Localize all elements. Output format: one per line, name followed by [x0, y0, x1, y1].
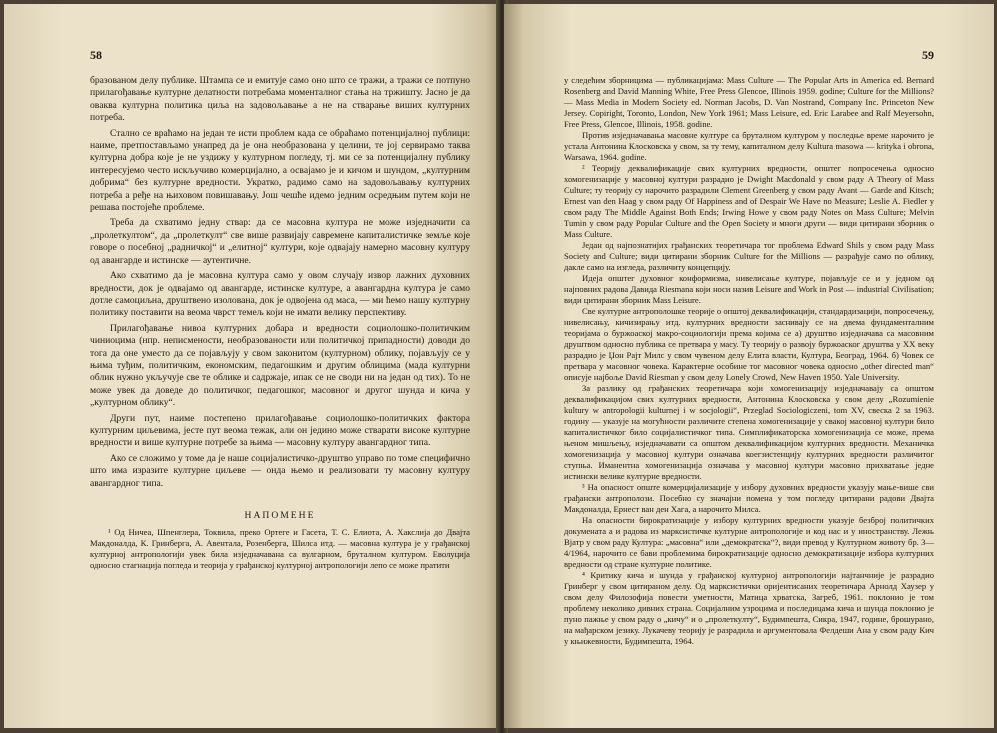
- right-paragraph-4: Један од најпознатијих грађанских теоретичара тог проблема Edward Shils у свом раду Mass Society and Culture; види цитирани зборник Culture for the Millions — разрађује само по облику, дакле само на изгледа, различиту концепцију.: [564, 240, 934, 272]
- right-paragraph-3: ² Теорију деквалификације свих културних вредности, општег попросечења односно хомогенизације у масовној култури разрадио је Dwight Macdonald у свом раду A Theory of Mass Culture; ту теорију су нарочито разрадили Clement Greenberg у свом раду Avant — Garde and Kitsch; Ernest van den Haag у свом раду Of Happiness and of Despair We Have no Measure; Leslie A. Fiedler у свом раду The Middle Against Both Ends; Irwing Howe у свом раду Notes on Mass Culture; Melvin Tumin у свом раду Popular Culture and the Open Society и многи други — види цитирани зборник о Mass Culture.: [564, 163, 934, 239]
- right-paragraph-1: у следећим зборницима — публикацијама: Mass Culture — The Popular Arts in America ed. Bernard Rosenberg and David Manning White, Free Press Glencoe, Illinois 1959. godine; Culture for the Millions? — Mass Media in Modern Society ed. Norman Jacobs, D. Van Nostrand, Company Inc. Princeton New Jersey. Copiright, Toronto, London, New York 1961; Mass Leisure, ed. Eric Larabee and Ralf Meyersohn, Free Press, Glencoe, Illinois, 1958. godine.: [564, 75, 934, 129]
- notes-heading: НАПОМЕНЕ: [244, 510, 316, 521]
- left-page-number: 58: [90, 48, 102, 62]
- right-page: [504, 4, 994, 728]
- right-page-notes: [564, 75, 934, 647]
- left-paragraph-7: Ако се сложимо у томе да је наше социјалистичко-друштво управо по томе специфично што има изразите културне циљеве — онда њемо и реализовати ту масовну културу авангардног типа.: [90, 452, 470, 489]
- right-paragraph-8: ³ На опасност опште комерцијализације у избору духовних вредности указују мање-више сви грађански антрополози. Посебно су значајни помена у том погледу цитирани радови Двајта Макдоналда, Ернест ван ден Хага, а нарочито Милса.: [564, 482, 934, 514]
- left-page-body: [90, 75, 470, 490]
- right-paragraph-6: Све културне антрополошке теорије о општој деквалификацији, стандардизацији, попросечењу, нивелисању, кичизирању итд. културних вредности заснивају се на двема фундаменталним теоријама о буржоаској макро-социологији према којима се а) друштво изједначава са масовним друштвом односно публика се претвара у масу. Ту теорију о развоју буржоаског друштва у XX веку разрадио је Џон Рајт Милс у свом чувеном делу Елита власти, Култура, Београд, 1964. б) Човек се претвара у масовног човека. Карактерне особине тог масовног човека односно „other directed man“ описује најбоље David Riesman у свом делу Lonely Crowd, New Haven 1950. Yale University.: [564, 306, 934, 382]
- left-paragraph-5: Прилагођавање нивоа културних добара и вредности социолошко-политичким чиниоцима (нпр. неписмености, необразованости или политичкој припадности) доводи до тога да оне уместо да се појављују у свом законитом (културном) облику, појављују се у њима туђим, политичким, економским, педагошким и другим облицима (мада културни облик нужно укључује све те облике и садржаје, ипак се не своди ни на један од тих). То не може увек да доведе до политичког, педагошког, масовног и другог шунда и кича у „културном облику“.: [90, 322, 470, 409]
- left-paragraph-6: Други пут, наиме постепено прилагођавање социолошко-политичких фактора културним циљевима, јесте пут веома тежак, али он једино може стварати високе културне вредности и више културне потребе за њима — масовну културу авангардног типа.: [90, 412, 470, 449]
- footnote-1: ¹ Од Ничеа, Шпенглера, Токвила, преко Ортеге и Гасета, Т. С. Елиота, А. Хакслија до Двајта Макдоналда, К. Гринберга, А. Авентала, Розенберга, Шилса итд. — масовна култура је у грађанској културној антропологији увек била изједначавана са вулгарном, бруталном културом. Еволуција односно стагнација погледа и теорија у грађанској културној антропологији лепо се може пратити: [90, 527, 470, 570]
- right-paragraph-10: ⁴ Критику кича и шунда у грађанској културној антропологији најтанчније је разрадио Гринберг у свом цитираном делу. Од марксистички оријентисаних теоретичара Арнолд Хаузер у свом делу Филозофија повести уметности, Матица хрватска, Загреб, 1961. поклонио је том проблему неколико дивних страна. Социјалним узроцима и последицама кича и шунда поклонио је пуно пажње у свом раду о „кичу“ и о „пролеткулту“, Будимпешта, Сикра, 1947, године, брошурано, на мађарском језику. Лукачеву теорију је разрадила и аргументовала Фелдеши Ана у свом раду Кич у књижевности, Будимпешта, 1964.: [564, 570, 934, 646]
- right-paragraph-7: За разлику од грађанских теоретичара који хомогенизацију изједначавају са општом деквалификацијом свих културних вредности, Антонина Клосковска у свом делу „Rozumienie kultury w antropologii kulturnej i w socjologii“, Przeglad Sociologiczeni, tom XV, свеска 2 за 1963. годину — указује на могућности различите степена хомогенизације у свакој масовној култури било капиталистичког било социјалистичког типа. Симплификаторска хомогенизација се може, према њеном мишљењу, изједначавати са општом деквалификацијом културних вредности. Механичка хомогенизација у масовној култури означава коегзистенцију културних вредности различитог ступња. Иманентна хомогенизација означава у масовној култури масовно прихватање једне истински велике културне вредности.: [564, 383, 934, 481]
- left-paragraph-1: бразованом делу публике. Штампа се и емитује само оно што се тражи, а тражи се потпуно прилагођавање културне делатности потребама моменталног стања на тржишту. Јасно је да оваква културна политика циља на задовољавање а не на стварање виших културних потреба.: [90, 75, 470, 124]
- right-paragraph-2: Против изједначавања масовне културе са бруталном културом у последње време нарочито је устала Антонина Клосковска у свом, за ту тему, капиталном делу Kultura masowa — krityka i obrona, Warsawa, 1964. godine.: [564, 130, 934, 162]
- left-paragraph-3: Треба да схватимо једну ствар: да се масовна култура не може изједначити са „пролеткултом“, да „пролеткулт“ све више развијају савремене капиталистичке земље које говоре о посебној „радничкој“ и „елитној“ култури, које одвајају намерно масовну културу од авангарде и истинске — аутентичне.: [90, 217, 470, 266]
- right-paragraph-5: Идеја општег духовног конформизма, нивелисање културе, појављује се и у једном од најповних радова Давида Riesmana који носи назив Leisure and Work in Post — industrial Civilisation; види цитирани зборник Mass Leisure.: [564, 273, 934, 305]
- right-page-number: 59: [922, 48, 934, 62]
- right-paragraph-9: На опасности бирократизације у избору културних вредности указује безброј политичких докумената а и радова из марксистичке културне антропологије и код нас и у иностранству. Лежњ Вјатр у свом раду Култура: „масовна“ или „демократска“?, види превод у Културном животу бр. 3—4/1964, нарочито се бави проблемима бирократизације односно демократизације избора културних вредности од стране културне политике.: [564, 515, 934, 569]
- left-page: [4, 4, 500, 728]
- left-paragraph-4: Ако схватимо да је масовна култура само у овом случају извор лажних духовних вредности, док је одвајамо од авангарде, истинске културе, а авангардна култура је само дотле самоциљна, друштвено изолована, док је одвојена од маса, — ми ћемо нашу културну политику поставити на веома чврст темељ који не имати велику перспективу.: [90, 270, 470, 319]
- left-paragraph-2: Стално се враћамо на један те исти проблем када се обраћамо потенцијалној публици: наиме, претпостављамо унапред да је она необразована у целини, те јој сервирамо таква културна добра које је не уздижу у културном погледу, тј. ми се за потенцијалну публику интересујемо често искључиво комерцијално, а освајамо је и кичом и шундом, „културним добрима“ без културне вредности. Укратко, радимо само на задовољавању културних потреба а ређе на њиховом повишавању. Још чешће идемо једним осредњим путем који не решава постојеће проблеме.: [90, 127, 470, 214]
